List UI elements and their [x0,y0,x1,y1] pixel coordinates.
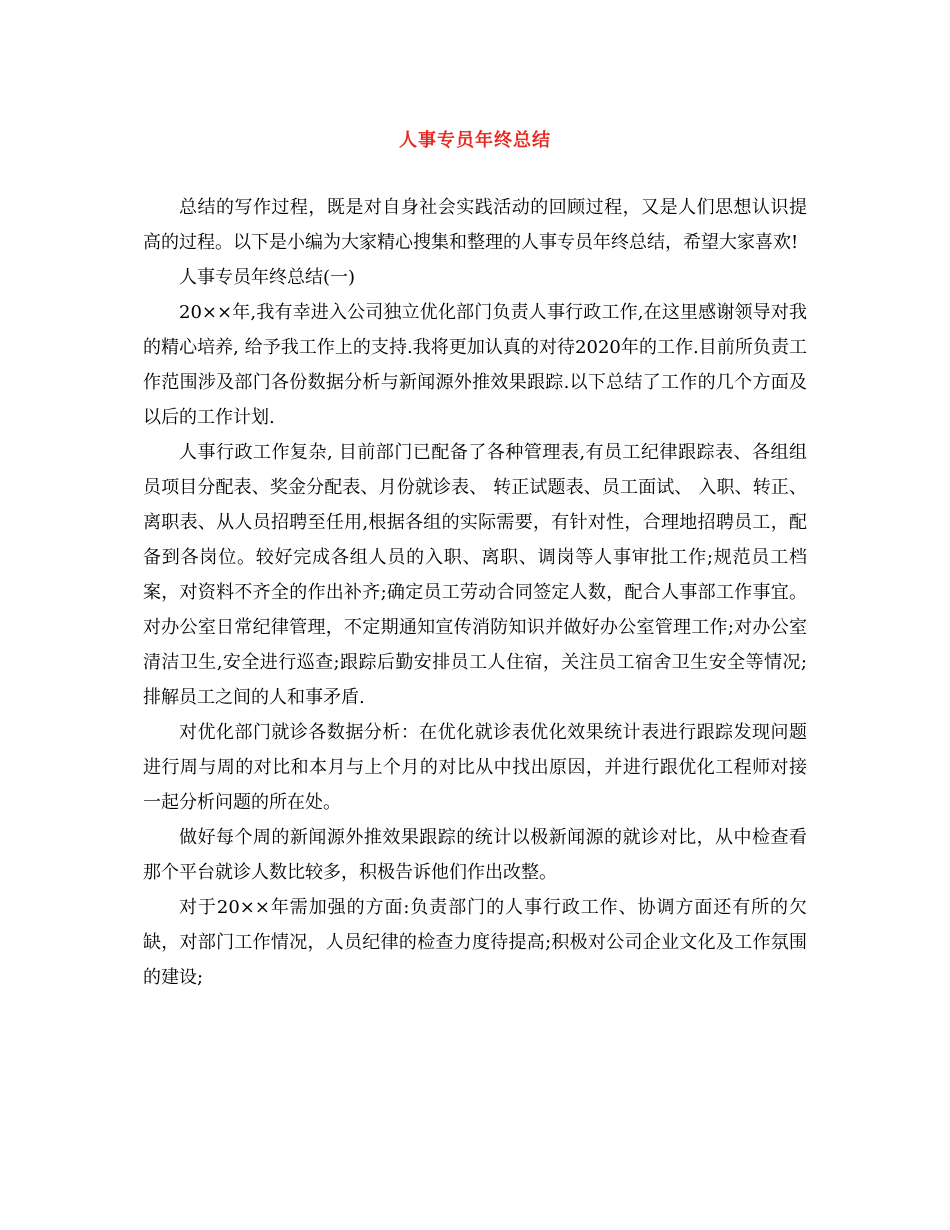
paragraph-news-tracking: 做好每个周的新闻源外推效果跟踪的统计以极新闻源的就诊对比，从中检查看那个平台就诊人数比较多，积极告诉他们作出改整。 [143,827,807,883]
paragraph-intro: 总结的写作过程，既是对自身社会实践活动的回顾过程，又是人们思想认识提高的过程。以下是小编为大家精心搜集和整理的人事专员年终总结，希望大家喜欢! [143,197,807,253]
document-title: 人事专员年终总结 [399,130,551,151]
paragraph-hr-admin: 人事行政工作复杂, 目前部门已配备了各种管理表,有员工纪律跟踪表、各组组员项目分配表、奖金分配表、月份就诊表、 转正试题表、员工面试、 入职、转正、 离职表、从人员招聘至任用,根据各组的实际需要，有针对性，合理地招聘员工，配备到各岗位。较好完成各组人员的入职、离职、调岗等人事审批工作;规范员工档案，对资料不齐全的作出补齐;确定员工劳动合同签定人数，配合人事部工作事宜。对办公室日常纪律管理，不定期通知宣传消防知识并做好办公室管理工作;对办公室清洁卫生,安全进行巡查;跟踪后勤安排员工人住宿，关注员工宿舍卫生安全等情况;排解员工之间的人和事矛盾. [143,442,807,708]
paragraph-data-analysis: 对优化部门就诊各数据分析：在优化就诊表优化效果统计表进行跟踪发现问题进行周与周的对比和本月与上个月的对比从中找出原因，并进行跟优化工程师对接一起分析问题的所在处。 [143,722,807,813]
paragraph-improvements: 对于20××年需加强的方面:负责部门的人事行政工作、协调方面还有所的欠缺，对部门工作情况，人员纪律的检查力度待提高;积极对公司企业文化及工作氛围的建设; [143,897,807,988]
paragraph-section-heading: 人事专员年终总结(一) [179,267,356,288]
paragraph-overview: 20××年,我有幸进入公司独立优化部门负责人事行政工作,在这里感谢领导对我的精心培养, 给予我工作上的支持.我将更加认真的对待2020年的工作.目前所负责工作范围涉及部门各份数据分析与新闻源外推效果跟踪.以下总结了工作的几个方面及以后的工作计划. [143,302,807,428]
document-body [143,190,807,995]
